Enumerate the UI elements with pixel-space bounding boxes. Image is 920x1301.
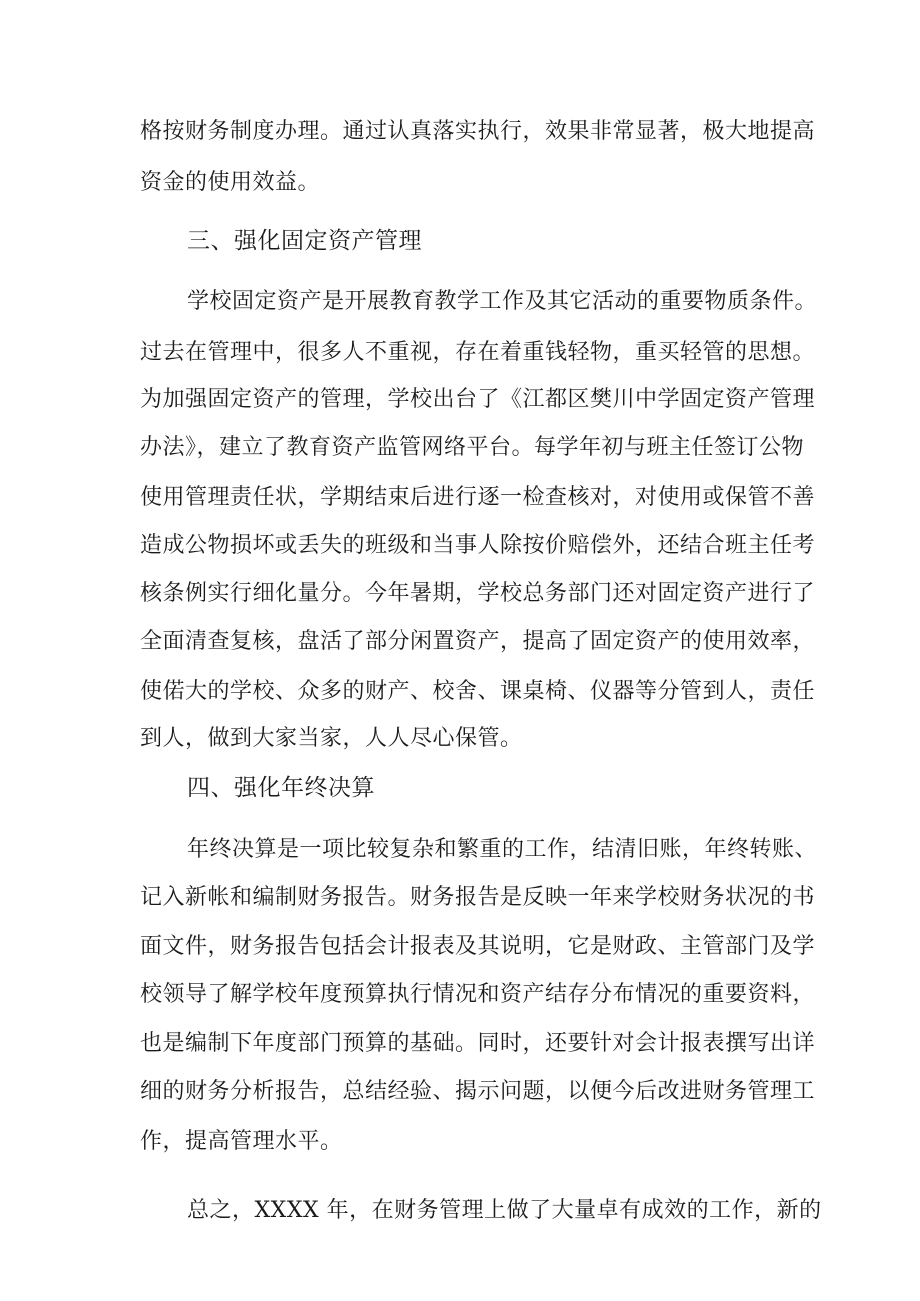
paragraph-line: 全面清查复核，盘活了部分闲置资产，提高了固定资产的使用效率， — [140, 629, 816, 654]
paragraph-line: 格按财务制度办理。通过认真落实执行，效果非常显著，极大地提高 — [140, 119, 816, 144]
paragraph-line: 使偌大的学校、众多的财产、校舍、课桌椅、仪器等分管到人，责任 — [140, 679, 816, 704]
paragraph-line: 核条例实行细化量分。今年暑期，学校总务部门还对固定资产进行了 — [140, 581, 816, 606]
paragraph-line: 资金的使用效益。 — [140, 170, 321, 195]
paragraph-line: 为加强固定资产的管理，学校出台了《江都区樊川中学固定资产管理 — [140, 387, 816, 412]
paragraph-line: 也是编制下年度部门预算的基础。同时，还要针对会计报表撰写出详 — [140, 1031, 816, 1056]
paragraph-line: 办法》，建立了教育资产监管网络平台。每学年初与班主任签订公物 — [140, 435, 805, 460]
paragraph-line: 作，提高管理水平。 — [140, 1129, 343, 1154]
paragraph-line: 面文件，财务报告包括会计报表及其说明，它是财政、主管部门及学 — [140, 934, 816, 959]
paragraph-line: 总之，XXXX 年，在财务管理上做了大量卓有成效的工作，新的 — [187, 1198, 822, 1223]
section-heading: 四、强化年终决算 — [187, 775, 375, 801]
section-heading: 三、强化固定资产管理 — [187, 228, 422, 254]
paragraph-line: 年终决算是一项比较复杂和繁重的工作，结清旧账，年终转账、 — [187, 837, 818, 862]
paragraph-line: 使用管理责任状，学期结束后进行逐一检查核对，对使用或保管不善 — [140, 485, 816, 510]
paragraph-line: 校领导了解学校年度预算执行情况和资产结存分布情况的重要资料， — [140, 982, 816, 1007]
paragraph-line: 过去在管理中，很多人不重视，存在着重钱轻物，重买轻管的思想。 — [140, 340, 816, 365]
paragraph-line: 记入新帐和编制财务报告。财务报告是反映一年来学校财务状况的书 — [140, 885, 816, 910]
paragraph-line: 造成公物损坏或丢失的班级和当事人除按价赔偿外，还结合班主任考 — [140, 533, 816, 558]
paragraph-line: 细的财务分析报告，总结经验、揭示问题，以便今后改进财务管理工 — [140, 1079, 816, 1104]
paragraph-line: 到人，做到大家当家，人人尽心保管。 — [140, 726, 523, 751]
paragraph-line: 学校固定资产是开展教育教学工作及其它活动的重要物质条件。 — [187, 289, 818, 314]
